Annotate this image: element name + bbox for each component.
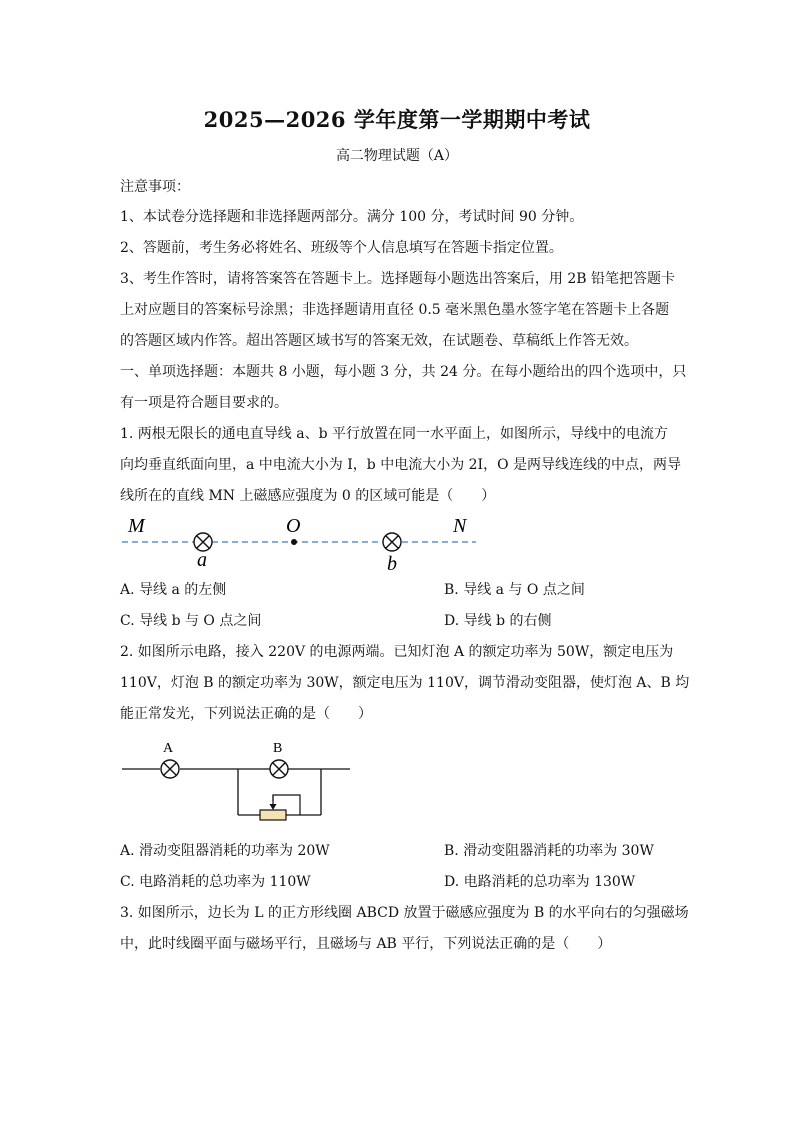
q1-option-a: A. 导线 a 的左侧 xyxy=(120,582,227,598)
label-m: M xyxy=(128,515,145,537)
q1-stem-line: 线所在的直线 MN 上磁感应强度为 0 的区域可能是（ ） xyxy=(120,488,496,504)
section-heading: 有一项是符合题目要求的。 xyxy=(120,395,288,411)
label-b: b xyxy=(387,553,397,575)
label-n: N xyxy=(453,515,467,537)
q1-option-c: C. 导线 b 与 O 点之间 xyxy=(120,613,262,629)
wire-b-icon xyxy=(383,533,401,551)
q2-option-a: A. 滑动变阻器消耗的功率为 20W xyxy=(120,843,330,859)
notice-line: 上对应题目的答案标号涂黑；非选择题请用直径 0.5 毫米黑色墨水签字笔在答题卡上各题 xyxy=(120,302,670,318)
q2-stem-line: 2. 如图所示电路，接入 220V 的电源两端。已知灯泡 A 的额定功率为 50W，额定电压为 xyxy=(120,644,674,660)
q1-option-b: B. 导线 a 与 O 点之间 xyxy=(444,582,585,598)
q3-stem-line: 3. 如图所示，边长为 L 的正方形线圈 ABCD 放置于磁感应强度为 B 的水平向右的匀强磁场 xyxy=(120,905,689,921)
q1-figure xyxy=(120,512,480,574)
q2-circuit-figure xyxy=(120,738,352,824)
lamp-b-label: B xyxy=(273,741,283,756)
q2-option-d: D. 电路消耗的总功率为 130W xyxy=(444,874,636,890)
q2-stem-line: 能正常发光，下列说法正确的是（ ） xyxy=(120,706,372,722)
q2-option-c: C. 电路消耗的总功率为 110W xyxy=(120,874,311,890)
q2-stem-line: 110V，灯泡 B 的额定功率为 30W，额定电压为 110V，调节滑动变阻器，使灯泡 A、B 均 xyxy=(120,675,690,691)
q1-stem-line: 向均垂直纸面向里，a 中电流大小为 I，b 中电流大小为 2I，O 是两导线连线的中点，两导 xyxy=(120,457,682,473)
notice-line: 1、本试卷分选择题和非选择题两部分。满分 100 分，考试时间 90 分钟。 xyxy=(120,209,584,225)
q1-option-d: D. 导线 b 的右侧 xyxy=(444,613,552,629)
lamp-b-icon xyxy=(270,760,288,778)
exam-title: 2025—2026 学年度第一学期期中考试 xyxy=(203,107,591,132)
notice-line: 的答题区域内作答。超出答题区域书写的答案无效，在试题卷、草稿纸上作答无效。 xyxy=(120,333,638,349)
section-heading: 一、单项选择题：本题共 8 小题，每小题 3 分，共 24 分。在每小题给出的四个选项中，只 xyxy=(120,364,687,380)
label-o: O xyxy=(286,515,301,537)
q2-option-b: B. 滑动变阻器消耗的功率为 30W xyxy=(444,843,654,859)
rheostat-icon xyxy=(260,810,286,820)
q1-stem-line: 1. 两根无限长的通电直导线 a、b 平行放置在同一水平面上，如图所示，导线中的电流方 xyxy=(120,426,669,442)
q3-stem-line: 中，此时线圈平面与磁场平行，且磁场与 AB 平行，下列说法正确的是（ ） xyxy=(120,936,612,952)
notice-line: 2、答题前，考生务必将姓名、班级等个人信息填写在答题卡指定位置。 xyxy=(120,240,563,256)
notice-heading: 注意事项： xyxy=(120,179,190,195)
lamp-a-label: A xyxy=(163,741,174,756)
exam-subtitle: 高二物理试题（A） xyxy=(335,148,459,164)
notice-line: 3、考生作答时，请将答案答在答题卡上。选择题每小题选出答案后，用 2B 铅笔把答题卡 xyxy=(120,271,676,287)
label-a: a xyxy=(197,549,207,571)
lamp-a-icon xyxy=(161,760,179,778)
point-o xyxy=(291,539,297,545)
